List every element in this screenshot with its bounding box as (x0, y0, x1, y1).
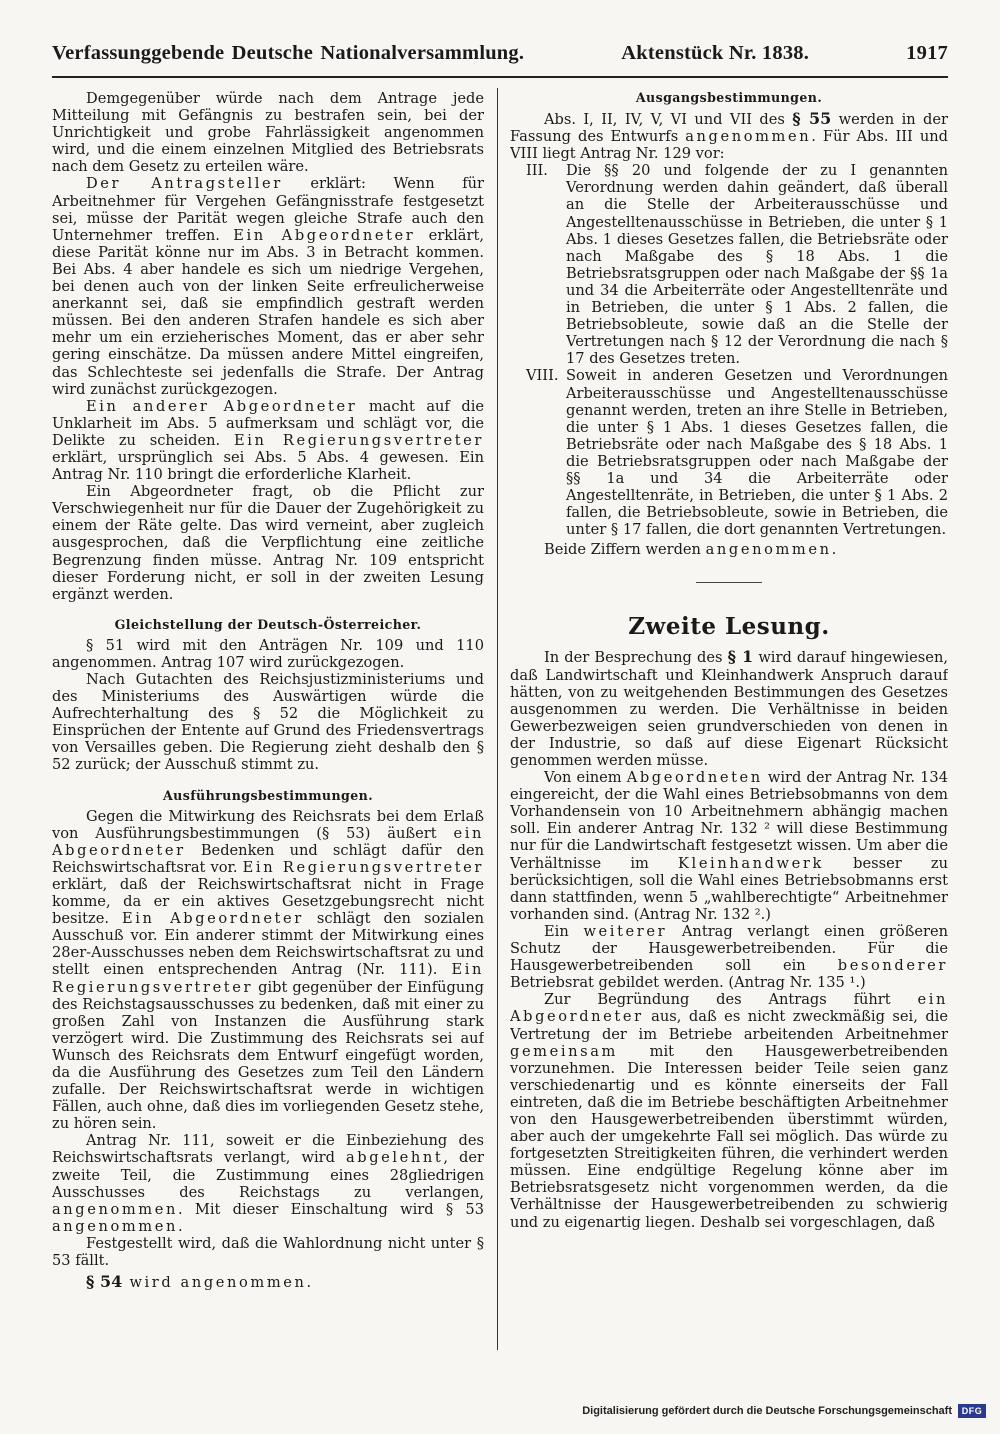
section-heading: Ausgangsbestimmungen. (635, 90, 823, 105)
paragraph: Zur Begründung des Antrags führt ein Abgeordneter aus, daß es nicht zweckmäßig sei, die Vertretung der im Betriebe arbeitenden Arbeitnehmer gemeinsam mit den Hausgewerbetreibenden vorzunehmen. Die Interessen beider Teile seien ganz verschiedenartig und es könnte einerseits der Fall eintreten, daß die im Betriebe beschäftigten Arbeitnehmer von den Hausgewerbetreibenden überstimmt würden, aber auch der umgekehrte Fall sei möglich. Das würde zu fortgesetzten Streitigkeiten führen, die verhindert werden müssen. Eine endgültige Regelung könne aber im Betriebsratsgesetz nicht vorgenommen werden, da die Verhältnisse der Hausgewerbetreibenden zu schwierig und zu eigenartig liegen. Deshalb sei vorgeschlagen, daß (510, 991, 948, 1231)
list-item: III. Die §§ 20 und folgende der zu I genannten Verordnung werden dahin geändert, daß überall an die Stelle der Arbeiterausschüsse und Angestelltenausschüsse in Betrieben, die unter § 1 Abs. 1 dieses Gesetzes fallen, die Betriebsräte oder nach Maßgabe des § 18 Abs. 1 die Betriebsratsgruppen oder nach Maßgabe der §§ 1a und 34 die Arbeiterräte oder Angestelltenräte und in Betrieben, die unter § 1 Abs. 2 fallen, die Betriebsobleute, sowie daß an die Stelle der Vertretungen nach § 12 der Verordnung die nach § 17 des Gesetzes treten. (526, 162, 948, 368)
section-separator (696, 582, 762, 583)
digitization-credit (582, 1404, 986, 1418)
page-header (52, 42, 948, 78)
column-divider (497, 88, 498, 1350)
section-title: Zweite Lesung. (628, 613, 830, 641)
paragraph: Der Antragsteller erklärt: Wenn für Arbeitnehmer für Vergehen Gefängnisstrafe festgesetzt sei, müsse der Parität wegen gleiche Strafe auch den Unternehmer treffen. Ein Abgeordneter erklärt, diese Parität könne nur im Abs. 3 in Betracht kommen. Bei Abs. 4 aber handele es sich um niedrige Vergehen, bei denen auch von der linken Seite erfreulicherweise anerkannt sei, daß sie empfindlich gestraft werden müssen. Bei den anderen Strafen handele es sich aber mehr um ein erzieherisches Moment, das er aber sehr gering einschätze. Da müssen andere Mittel eingreifen, das Schlechteste sei jedenfalls die Strafe. Der Antrag wird zunächst zurückgezogen. (52, 175, 484, 398)
document-page (52, 42, 948, 1352)
paragraph: Nach Gutachten des Reichsjustizministeriums und des Ministeriums des Auswärtigen würde die Aufrechterhaltung des § 52 die Möglichkeit zu Einsprüchen der Entente auf Grund des Friedensvertrags von Versailles geben. Die Regierung zieht deshalb den § 52 zurück; der Ausschuß stimmt zu. (52, 671, 484, 774)
paragraph: Ein anderer Abgeordneter macht auf die Unklarheit im Abs. 5 aufmerksam und schlägt vor, die Delikte zu scheiden. Ein Regierungsvertreter erklärt, ursprünglich sei Abs. 5 Abs. 4 gewesen. Ein Antrag Nr. 110 bringt die erforderliche Klarheit. (52, 397, 484, 484)
paragraph: § 51 wird mit den Anträgen Nr. 109 und 110 angenommen. Antrag 107 wird zurückgezogen. (52, 636, 484, 671)
paragraph: Gegen die Mitwirkung des Reichsrats bei dem Erlaß von Ausführungsbestimmungen (§ 53) äußert ein Abgeordneter Bedenken und schlägt dafür den Reichswirtschaftsrat vor. Ein Regierungsvertreter erklärt, daß der Reichswirtschaftsrat nicht in Frage komme, da er ein aktives Gesetzgebungsrecht nicht besitze. Ein Abgeordneter schlägt den sozialen Ausschuß vor. Ein anderer stimmt der Mitwirkung eines 28er-Ausschusses neben dem Reichswirtschaftsrat zu und stellt einen entsprechenden Antrag (Nr. 111). Ein Regierungsvertreter gibt gegenüber der Einfügung des Reichstagsausschusses zu bedenken, daß mit einer zu großen Zahl von Instanzen die Ausführung stark verzögert wird. Die Zustimmung des Reichsrats sei auf Wunsch des Reichsrats dem Entwurf eingefügt worden, da die Ausführung des Gesetzes zum Teil den Ländern zufalle. Der Reichswirtschaftsrat werde in wichtigen Fällen, auch ohne, daß dies im vorliegenden Gesetz stehe, zu hören sein. (52, 807, 484, 1133)
paragraph: Antrag Nr. 111, soweit er die Einbeziehung des Reichswirtschaftsrats verlangt, wird abgelehnt, der zweite Teil, die Zustimmung eines 28gliedrigen Ausschusses des Reichstags zu verlangen, angenommen. Mit dieser Einschaltung wird § 53 angenommen. (52, 1132, 484, 1235)
left-column (52, 90, 484, 1352)
paragraph: In der Besprechung des § 1 wird darauf hingewiesen, daß Landwirtschaft und Kleinhandwerk Anspruch darauf hätten, von zu weitgehenden Bestimmungen des Gesetzes ausgenommen zu werden. Die Verhältnisse in beiden Gewerbezweigen seien grundverschieden von denen in der Industrie, so daß auf diese Eigenart Rücksicht genommen werden müsse. (510, 647, 948, 769)
list-item: VIII. Soweit in anderen Gesetzen und Verordnungen Arbeiterausschüsse und Angestelltenausschüsse genannt werden, treten an ihre Stelle in Betrieben, die unter § 1 Abs. 1 dieses Gesetzes fallen, die Betriebsräte oder nach Maßgabe des § 18 Abs. 1 die Betriebsratsgruppen oder nach Maßgabe der §§ 1a und 34 die Arbeiterräte oder Angestelltenräte, in Betrieben, die unter § 1 Abs. 2 fallen, die Betriebsobleute, sowie in Betrieben, die unter § 17 fallen, die dort genannten Vertretungen. (526, 367, 948, 539)
paragraph: Beide Ziffern werden angenommen. (544, 541, 837, 559)
paragraph: Ein weiterer Antrag verlangt einen größeren Schutz der Hausgewerbetreibenden. Für die Hausgewerbetreibenden soll ein besonderer Betriebsrat gebildet werden. (Antrag Nr. 135 ¹.) (510, 922, 948, 992)
section-heading: Gleichstellung der Deutsch-Österreicher. (114, 616, 422, 632)
paragraph: Ein Abgeordneter fragt, ob die Pflicht zur Verschwiegenheit nur für die Dauer der Zugehörigkeit zu einem der Räte gelte. Das wird verneint, aber zugleich ausgesprochen, daß die Verpflichtung eine zeitliche Begrenzung finden müsse. Antrag Nr. 109 entspricht dieser Forderung nicht, er soll in der zweiten Lesung ergänzt werden. (52, 483, 484, 603)
paragraph: Festgestellt wird, daß die Wahlordnung nicht unter § 53 fällt. (52, 1234, 484, 1269)
paragraph: Demgegenüber würde nach dem Antrage jede Mitteilung mit Gefängnis zu bestrafen sein, bei der Unrichtigkeit und grobe Fahrlässigkeit angenommen wird, und die einem einzelnen Mitglied des Betriebsrats nach dem Gesetz zu erteilen wäre. (52, 90, 484, 176)
credit-text: Digitalisierung gefördert durch die Deutsche Forschungsgemeinschaft (582, 1405, 952, 1417)
amendment-list (510, 162, 948, 538)
header-page-number: 1917 (906, 42, 948, 64)
dfg-logo: DFG (958, 1404, 986, 1418)
paragraph: § 54 wird angenommen. (86, 1272, 314, 1292)
paragraph: Von einem Abgeordneten wird der Antrag Nr. 134 eingereicht, der die Wahl eines Betriebsobmanns von dem Vorhandensein von 10 Arbeitnehmern abhängig machen soll. Ein anderer Antrag Nr. 132 ² will diese Bestimmung nur für die Landwirtschaft festgesetzt wissen. Um aber die Verhältnisse im Kleinhandwerk besser zu berücksichtigen, soll die Wahl eines Betriebsobmanns erst dann stattfinden, wenn 5 „wahlberechtigte“ Arbeitnehmer vorhanden sind. (Antrag Nr. 132 ².) (510, 769, 948, 923)
header-title: Verfassunggebende Deutsche Nationalversammlung. (52, 42, 525, 64)
header-document-number: Aktenstück Nr. 1838. (621, 42, 810, 64)
text-columns (52, 90, 948, 1352)
section-heading: Ausführungsbestimmungen. (162, 787, 374, 803)
right-column (510, 90, 948, 1352)
paragraph: Abs. I, II, IV, V, VI und VII des § 55 werden in der Fassung des Entwurfs angenommen. Für Abs. III und VIII liegt Antrag Nr. 129 vor: (510, 109, 948, 163)
